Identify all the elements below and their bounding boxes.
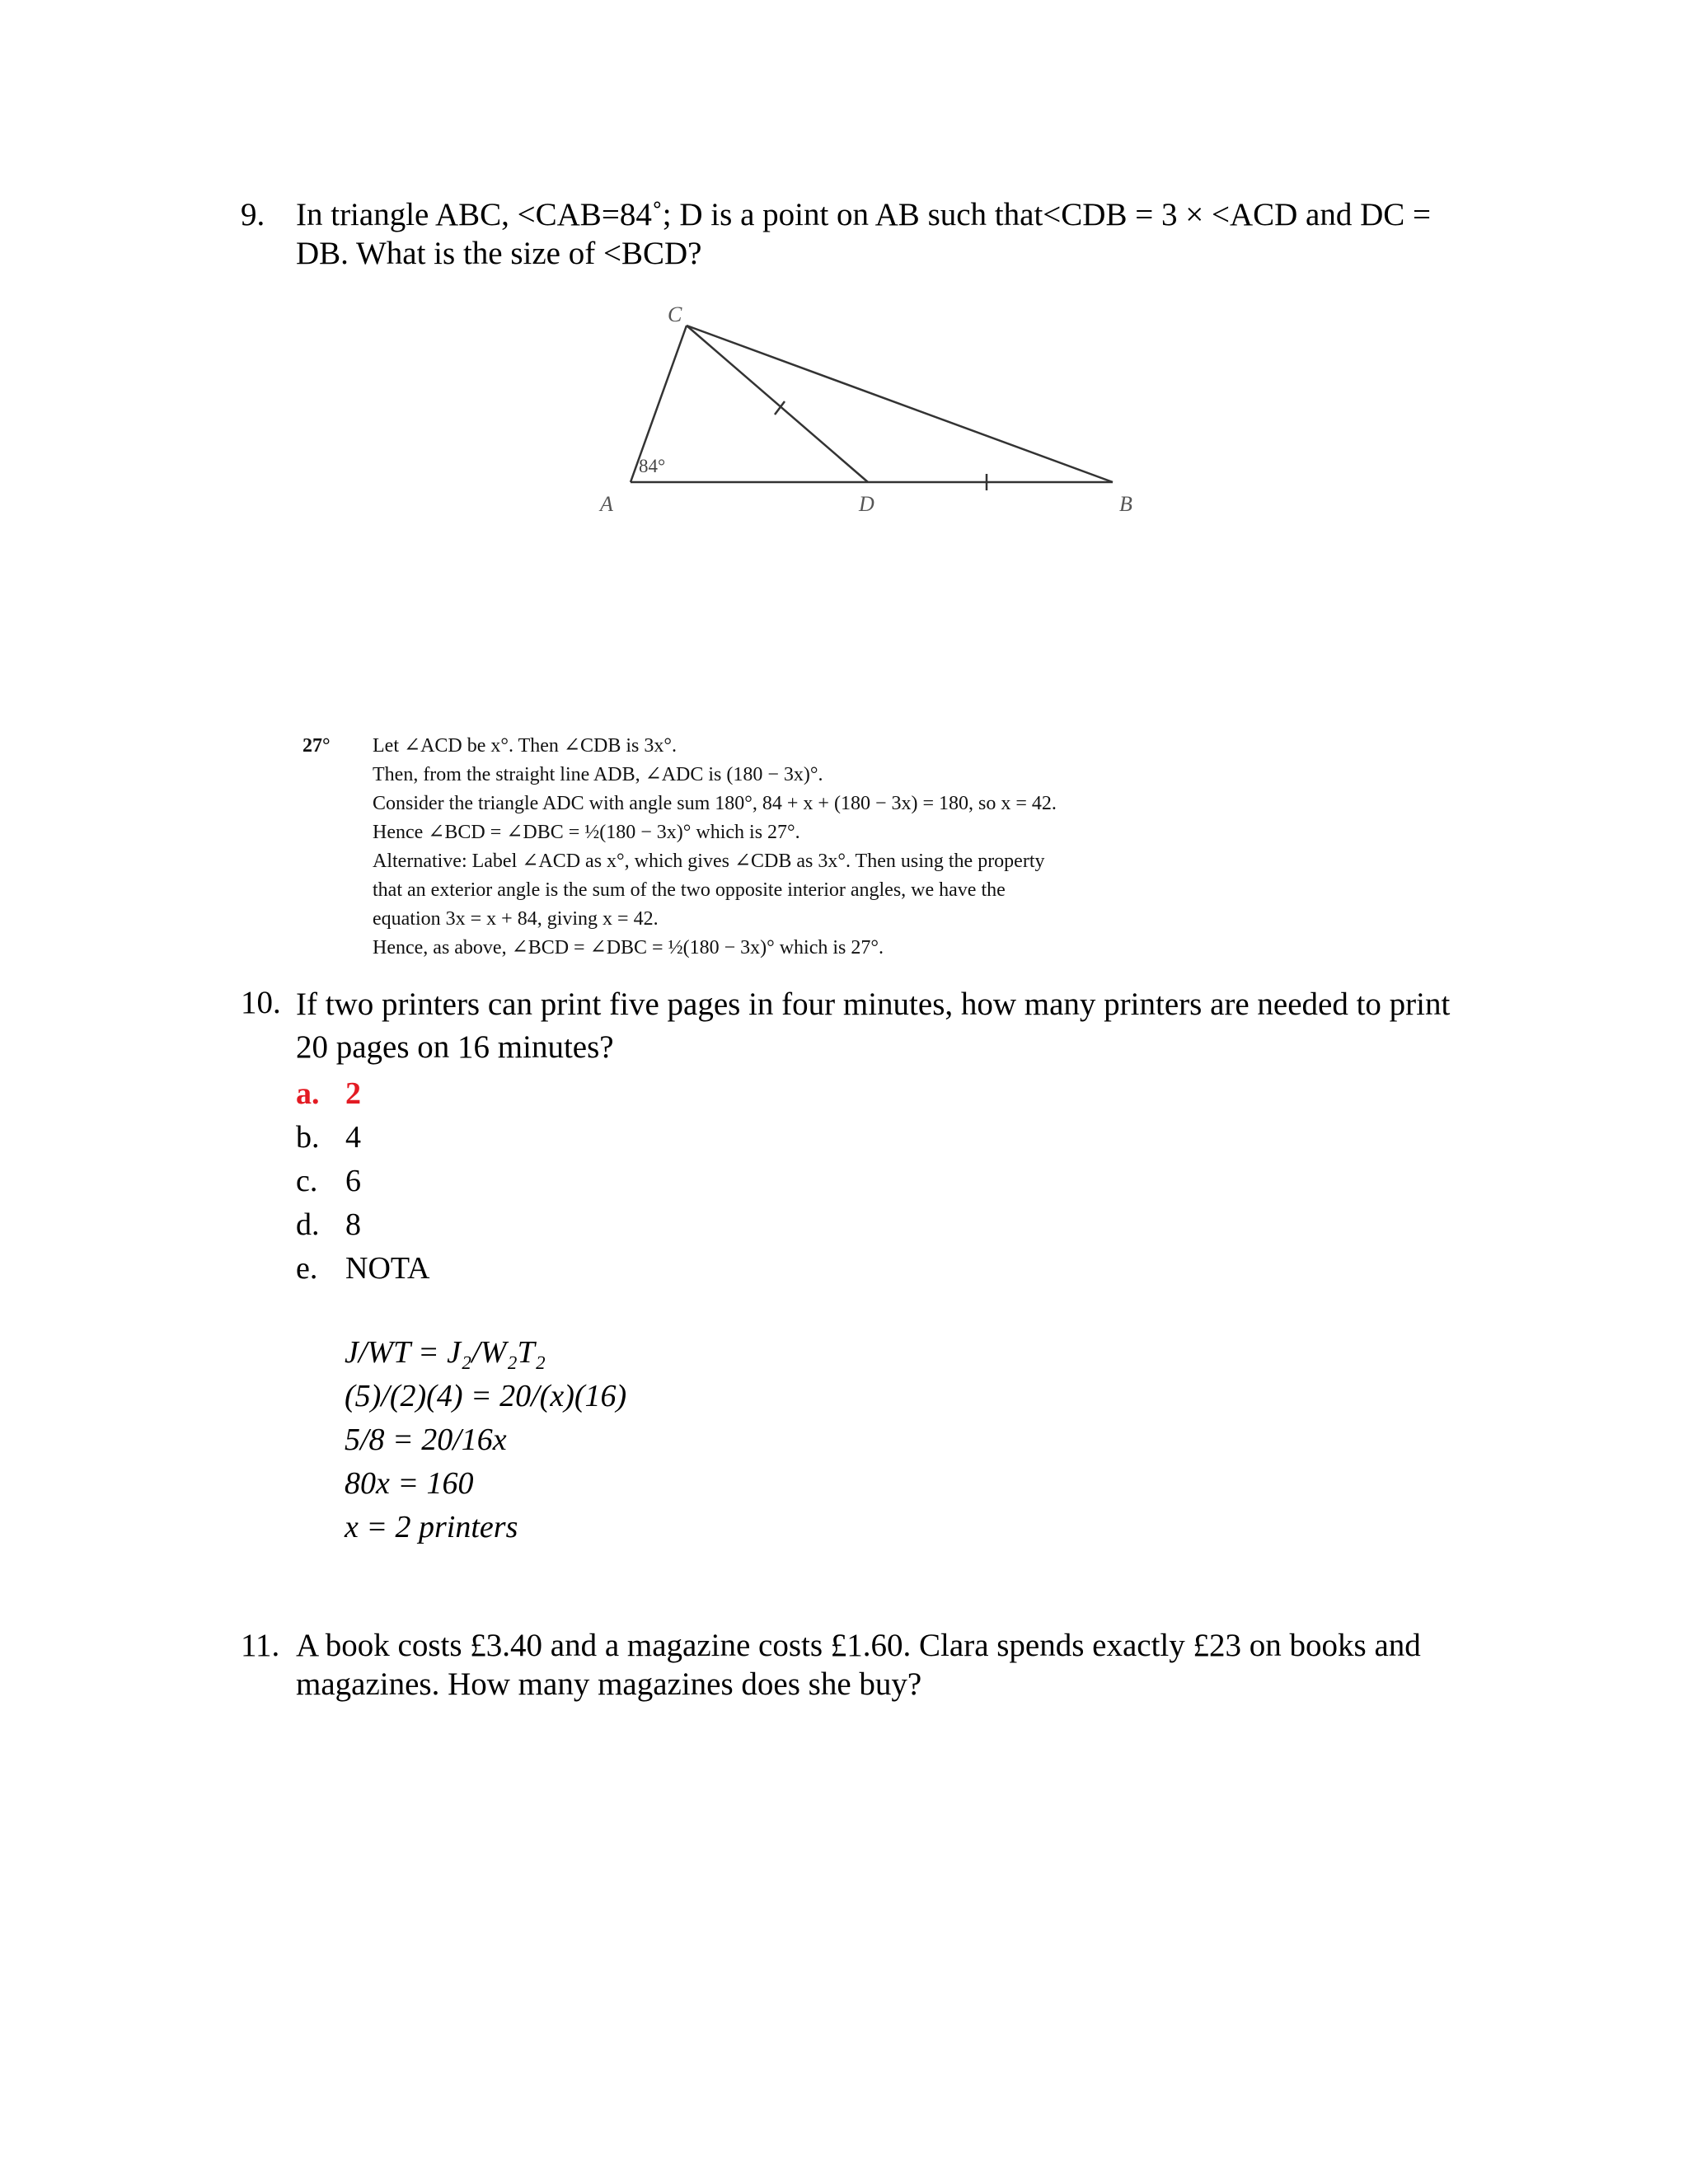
- option-text: NOTA: [345, 1251, 430, 1286]
- question-line: In triangle ABC, <CAB=84˚; D is a point on AB such that<CDB = 3 × <ACD and DC =: [296, 197, 1432, 232]
- question-number: 11.: [241, 1628, 280, 1663]
- solution-line: Then, from the straight line ADB, ∠ADC is (180 − 3x)°.: [373, 764, 823, 785]
- triangle-diagram: [577, 297, 1154, 519]
- question-text: [296, 983, 1493, 1069]
- question-10: [241, 983, 1493, 1069]
- angle-label: 84°: [639, 456, 666, 476]
- worked-solution: [345, 1331, 626, 1549]
- question-text: [296, 195, 1461, 273]
- work-line: x = 2 printers: [345, 1510, 518, 1544]
- vertex-d-label: D: [859, 492, 874, 516]
- option-c: [296, 1160, 430, 1203]
- question-line: DB. What is the size of <BCD?: [296, 236, 702, 271]
- question-9: [241, 195, 1461, 273]
- question-line: If two printers can print five pages in four minutes, how many printers are needed to print: [296, 987, 1451, 1022]
- vertex-c-label: C: [668, 302, 682, 326]
- option-letter: e.: [296, 1251, 318, 1286]
- question-line: 20 pages on 16 minutes?: [296, 1029, 614, 1065]
- solution-line: Let ∠ACD be x°. Then ∠CDB is 3x°.: [373, 735, 677, 757]
- solution-line: Hence, as above, ∠BCD = ∠DBC = ½(180 − 3x)° which is 27°.: [373, 937, 884, 958]
- question-line: A book costs £3.40 and a magazine costs £1.60. Clara spends exactly £23 on books and: [296, 1628, 1421, 1663]
- question-text: [296, 1626, 1469, 1704]
- question-number: 10.: [241, 985, 281, 1020]
- option-b: [296, 1116, 430, 1160]
- option-letter: a.: [296, 1076, 320, 1111]
- option-e: [296, 1247, 430, 1291]
- solution-line: Hence ∠BCD = ∠DBC = ½(180 − 3x)° which is 27°.: [373, 822, 800, 843]
- question-number: 9.: [241, 197, 265, 232]
- side-cb: [687, 326, 1113, 482]
- solution-box: [302, 732, 1168, 963]
- option-text: 4: [345, 1120, 361, 1155]
- work-line: 80x = 160: [345, 1466, 474, 1501]
- option-letter: d.: [296, 1207, 320, 1242]
- option-text: 6: [345, 1164, 361, 1198]
- option-letter: c.: [296, 1164, 318, 1198]
- question-line: magazines. How many magazines does she buy?: [296, 1666, 922, 1702]
- work-line: J/WT = J₂/W₂T₂: [345, 1335, 546, 1370]
- vertex-b-label: B: [1119, 492, 1132, 516]
- solution-line: Consider the triangle ADC with angle sum 180°, 84 + x + (180 − 3x) = 180, so x = 42.: [373, 793, 1057, 814]
- option-a: [296, 1072, 430, 1116]
- solution-line: equation 3x = x + 84, giving x = 42.: [373, 908, 659, 930]
- option-text: 8: [345, 1207, 361, 1242]
- option-text: 2: [345, 1076, 361, 1111]
- segment-cd: [687, 326, 868, 482]
- question-11: [241, 1626, 1469, 1704]
- option-letter: b.: [296, 1120, 320, 1155]
- option-d: [296, 1203, 430, 1247]
- work-line: 5/8 = 20/16x: [345, 1422, 507, 1457]
- answer-options: [296, 1072, 430, 1291]
- solution-answer: 27°: [302, 735, 331, 757]
- vertex-a-label: A: [600, 492, 613, 516]
- work-line: (5)/(2)(4) = 20/(x)(16): [345, 1379, 627, 1413]
- solution-line: Alternative: Label ∠ACD as x°, which gives ∠CDB as 3x°. Then using the property: [373, 851, 1045, 872]
- solution-line: that an exterior angle is the sum of the two opposite interior angles, we have the: [373, 879, 1006, 901]
